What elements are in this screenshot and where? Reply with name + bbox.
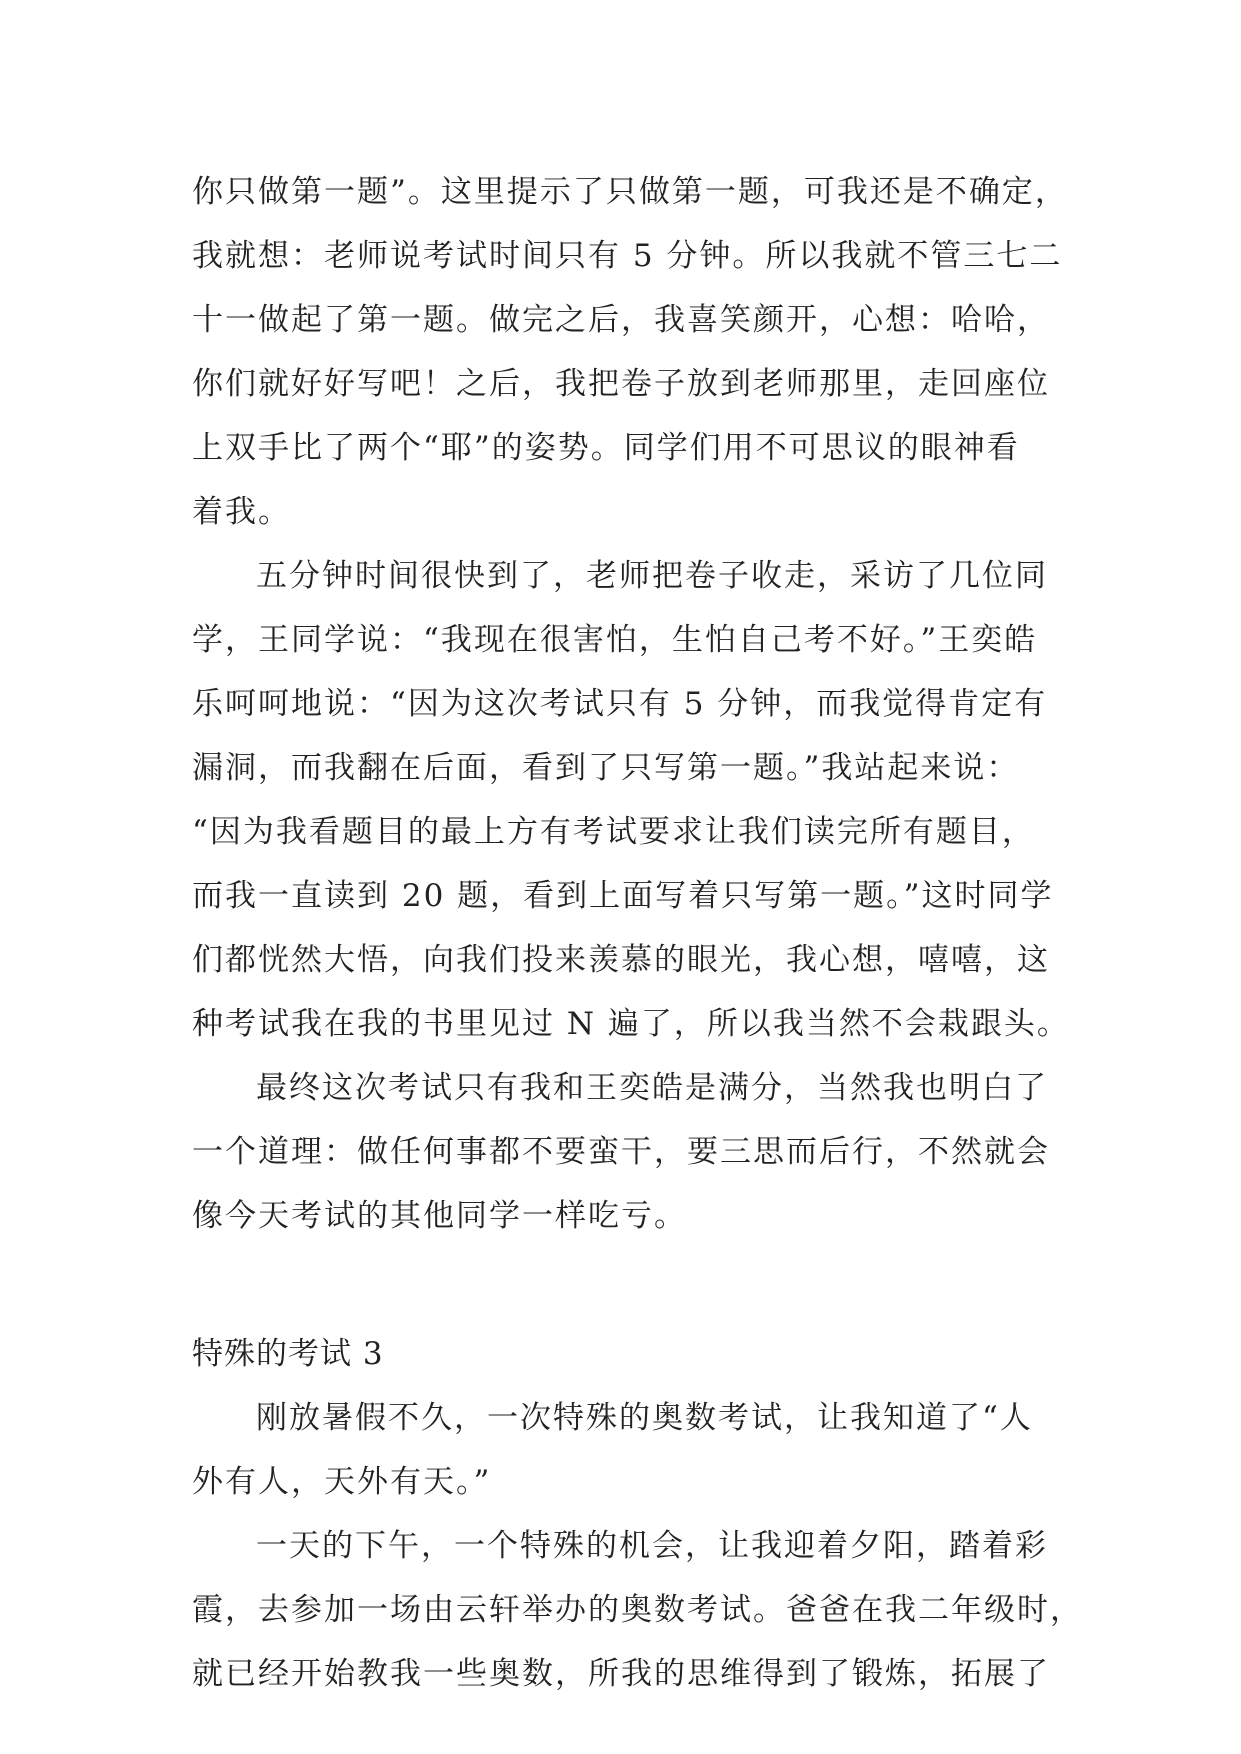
text-line: 上双手比了两个“耶”的姿势。同学们用不可思议的眼神看 <box>192 430 1020 466</box>
text-line: 你只做第一题”。这里提示了只做第一题，可我还是不确定， <box>192 174 1068 210</box>
text-line: 就已经开始教我一些奥数，所我的思维得到了锻炼，拓展了 <box>192 1656 1050 1692</box>
text-line: 们都恍然大悟，向我们投来羡慕的眼光，我心想，嘻嘻，这 <box>192 942 1050 978</box>
section-title: 特殊的考试 3 <box>192 1336 384 1372</box>
paragraph-continued-exam <box>192 160 1072 544</box>
text-line: 最终这次考试只有我和王奕皓是满分，当然我也明白了 <box>256 1070 1048 1106</box>
text-line: 像今天考试的其他同学一样吃亏。 <box>192 1198 687 1234</box>
section-spacer <box>192 1248 1072 1322</box>
text-line: 刚放暑假不久，一次特殊的奥数考试，让我知道了“人 <box>256 1400 1033 1436</box>
text-line: 一个道理：做任何事都不要蛮干，要三思而后行，不然就会 <box>192 1134 1050 1170</box>
text-line: 乐呵呵地说：“因为这次考试只有 5 分钟，而我觉得肯定有 <box>192 686 1048 722</box>
paragraph-intro <box>192 1386 1072 1514</box>
text-line: 而我一直读到 20 题，看到上面写着只写第一题。”这时同学 <box>192 878 1054 914</box>
text-line: 学，王同学说：“我现在很害怕，生怕自己考不好。”王奕皓 <box>192 622 1038 658</box>
paragraph-conclusion <box>192 1056 1072 1248</box>
text-line: 着我。 <box>192 494 291 530</box>
text-line: 你们就好好写吧！之后，我把卷子放到老师那里，走回座位 <box>192 366 1050 402</box>
text-line: “因为我看题目的最上方有考试要求让我们读完所有题目， <box>192 814 1035 850</box>
text-line: 种考试我在我的书里见过 N 遍了，所以我当然不会栽跟头。 <box>192 1006 1070 1042</box>
text-line: 五分钟时间很快到了，老师把卷子收走，采访了几位同 <box>256 558 1048 594</box>
text-line: 漏洞，而我翻在后面，看到了只写第一题。”我站起来说： <box>192 750 1020 786</box>
document-body <box>192 160 1083 1706</box>
text-line: 十一做起了第一题。做完之后，我喜笑颜开，心想：哈哈， <box>192 302 1050 338</box>
paragraph-interviews <box>192 544 1072 1056</box>
paragraph-afternoon <box>192 1514 1083 1706</box>
text-line: 一天的下午，一个特殊的机会，让我迎着夕阳，踏着彩 <box>256 1528 1048 1564</box>
text-line: 霞，去参加一场由云轩举办的奥数考试。爸爸在我二年级时， <box>192 1592 1083 1628</box>
text-line: 我就想：老师说考试时间只有 5 分钟。所以我就不管三七二 <box>192 238 1063 274</box>
text-line: 外有人，天外有天。” <box>192 1464 492 1500</box>
